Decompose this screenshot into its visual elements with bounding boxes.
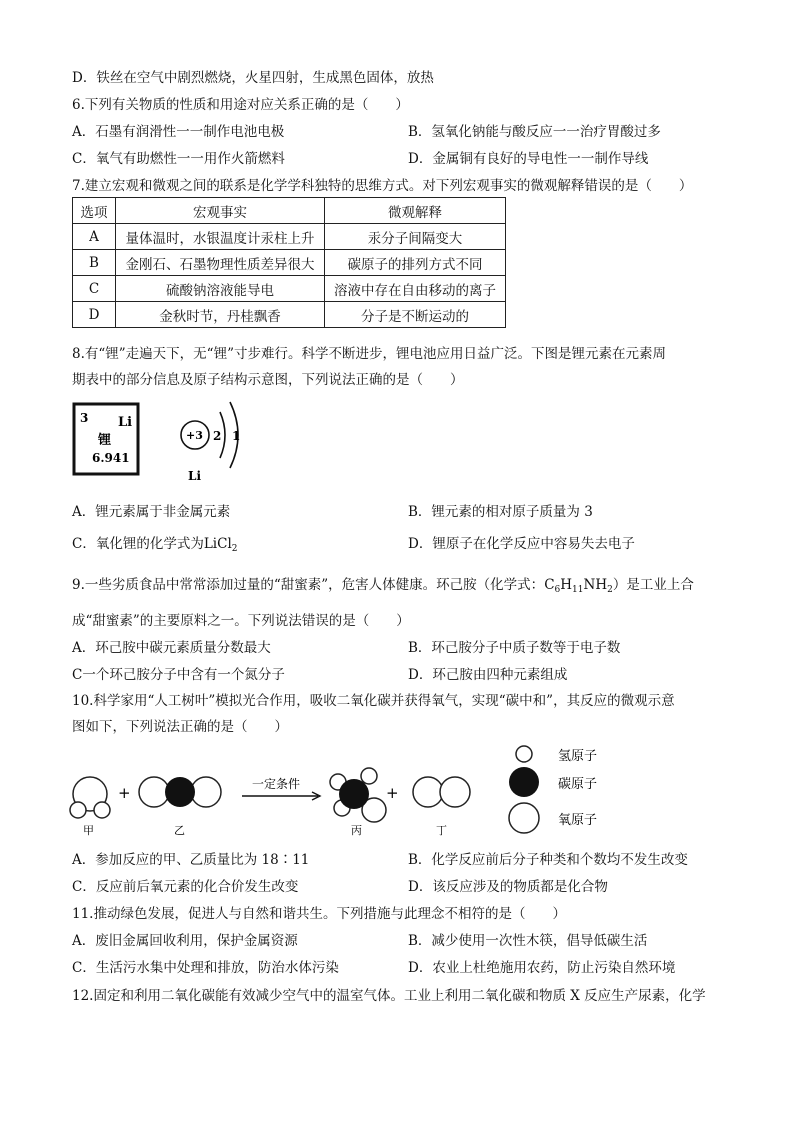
molecule-yi [139,777,221,807]
table-header-cell: 宏观事实 [116,198,325,224]
formula-subscript: 2 [607,585,613,595]
formula-part: NH [583,577,608,593]
table-cell: D [73,302,116,328]
carbon-atom-icon [509,767,539,797]
table-row [73,224,506,250]
table-cell: B [73,250,116,276]
molecule-ding [413,777,470,807]
q9-option-a: A．环己胺中碳元素质量分数最大 [72,640,271,656]
molecule-jia [70,777,110,818]
q8-option-a: A．锂元素属于非金属元素 [72,504,231,520]
q6-option-d: D．金属铜有良好的导电性一一制作导线 [408,151,649,167]
hydrogen-atom-icon [516,746,532,762]
q7-table [72,197,506,328]
q7-stem: 7.建立宏观和微观之间的联系是化学学科独特的思维方式。对下列宏观事实的微观解释错误的是（ ） [72,178,693,194]
table-cell: 硫酸钠溶液能导电 [116,276,325,302]
table-cell: 溶液中存在自由移动的离子 [325,276,506,302]
q10-stem-line-1: 10.科学家用“人工树叶”模拟光合作用，吸收二氧化碳并获得氧气，实现“碳中和”，其反应的微观示意 [72,693,675,709]
table-row [73,302,506,328]
q11-option-a: A．废旧金属回收利用，保护金属资源 [72,933,298,949]
q10-option-d: D．该反应涉及的物质都是化合物 [408,879,608,895]
q5-option-d: D．铁丝在空气中剧烈燃烧，火星四射，生成黑色固体，放热 [72,70,434,86]
table-cell: 量体温时，水银温度计汞柱上升 [116,224,325,250]
lithium-chloride-formula: LiCl [203,536,232,552]
table-cell: 金刚石、石墨物理性质差异很大 [116,250,325,276]
label-yi: 乙 [174,824,185,837]
q10-reaction-diagram [66,742,666,842]
table-cell: 汞分子间隔变大 [325,224,506,250]
q9-option-c: C一个环己胺分子中含有一个氮分子 [72,667,285,683]
q9-stem-post: ）是工业上合 [612,577,694,593]
element-name: 锂 [98,433,112,448]
formula-subscript: 2 [231,544,238,554]
q11-stem: 11.推动绿色发展，促进人与自然和谐共生。下列措施与此理念不相符的是（ ） [72,906,566,922]
q9-stem-line-1 [72,573,694,595]
q10-stem-line-2: 图如下，下列说法正确的是（ ） [72,719,288,735]
table-cell: A [73,224,116,250]
table-cell: 金秋时节，丹桂飘香 [116,302,325,328]
legend-carbon: 碳原子 [558,777,598,792]
nucleus-charge: +3 [186,429,203,442]
atomic-mass: 6.941 [92,451,130,465]
atomic-number: 3 [80,411,89,425]
q12-stem-line-1: 12.固定和利用二氧化碳能有效减少空气中的温室气体。工业上利用二氧化碳和物质 X 反应生产尿素，化学 [72,988,706,1004]
q8-stem-line-1: 8.有“锂”走遍天下，无“锂”寸步难行。科学不断进步，锂电池应用日益广泛。下图是锂元素在元素周 [72,346,666,362]
formula-subscript: 11 [572,585,584,595]
table-header-cell: 微观解释 [325,198,506,224]
label-ding: 丁 [436,824,447,837]
q10-option-c: C．反应前后氧元素的化合价发生改变 [72,879,299,895]
q10-option-b: B．化学反应前后分子种类和个数均不发生改变 [408,852,688,868]
legend-hydrogen: 氢原子 [558,749,598,764]
molecule-bing [330,768,386,822]
q9-stem-line-2: 成“甜蜜素”的主要原料之一。下列说法错误的是（ ） [72,613,410,629]
legend-oxygen: 氧原子 [558,813,598,828]
q9-stem-pre: 9.一些劣质食品中常常添加过量的“甜蜜素”，危害人体健康。环己胺（化学式： [72,577,545,593]
q8-option-c-text: C．氧化锂的化学式为 [72,536,204,552]
q6-option-b: B．氢氧化钠能与酸反应一一治疗胃酸过多 [408,124,661,140]
q8-lithium-figure [70,398,270,498]
q9-option-d: D．环己胺由四种元素组成 [408,667,568,683]
table-row [73,276,506,302]
reaction-condition: 一定条件 [252,777,301,791]
oxygen-atom-icon [509,803,539,833]
table-cell: 碳原子的排列方式不同 [325,250,506,276]
table-cell: C [73,276,116,302]
q10-option-a: A．参加反应的甲、乙质量比为 18∶11 [72,852,310,868]
atom-label: Li [188,469,201,483]
table-row [73,250,506,276]
q6-option-c: C．氧气有助燃性一一用作火箭燃料 [72,151,285,167]
formula-subscript: 6 [554,585,561,595]
table-header-row [73,198,506,224]
element-symbol: Li [118,415,133,430]
shell-2-electrons: 1 [232,429,241,443]
atom-legend [509,746,597,833]
formula-part: H [560,577,573,593]
q6-option-a: A．石墨有润滑性一一制作电池电极 [72,124,285,140]
q11-option-d: D．农业上杜绝施用农药，防止污染自然环境 [408,960,676,976]
formula-part: C [544,577,555,593]
shell-1-electrons: 2 [213,429,222,443]
q8-stem-line-2: 期表中的部分信息及原子结构示意图，下列说法正确的是（ ） [72,372,464,388]
label-jia: 甲 [83,824,94,837]
q11-option-b: B．减少使用一次性木筷，倡导低碳生活 [408,933,648,949]
plus-sign: + [386,784,399,802]
q9-option-b: B．环己胺分子中质子数等于电子数 [408,640,621,656]
q11-option-c: C．生活污水集中处理和排放，防治水体污染 [72,960,339,976]
table-header-cell: 选项 [73,198,116,224]
q8-option-d: D．锂原子在化学反应中容易失去电子 [408,536,635,552]
q6-stem: 6.下列有关物质的性质和用途对应关系正确的是（ ） [72,97,409,113]
plus-sign: + [118,784,131,802]
q8-option-c [72,532,238,554]
table-cell: 分子是不断运动的 [325,302,506,328]
label-bing: 丙 [351,824,362,837]
q8-option-b: B．锂元素的相对原子质量为 3 [408,504,593,520]
